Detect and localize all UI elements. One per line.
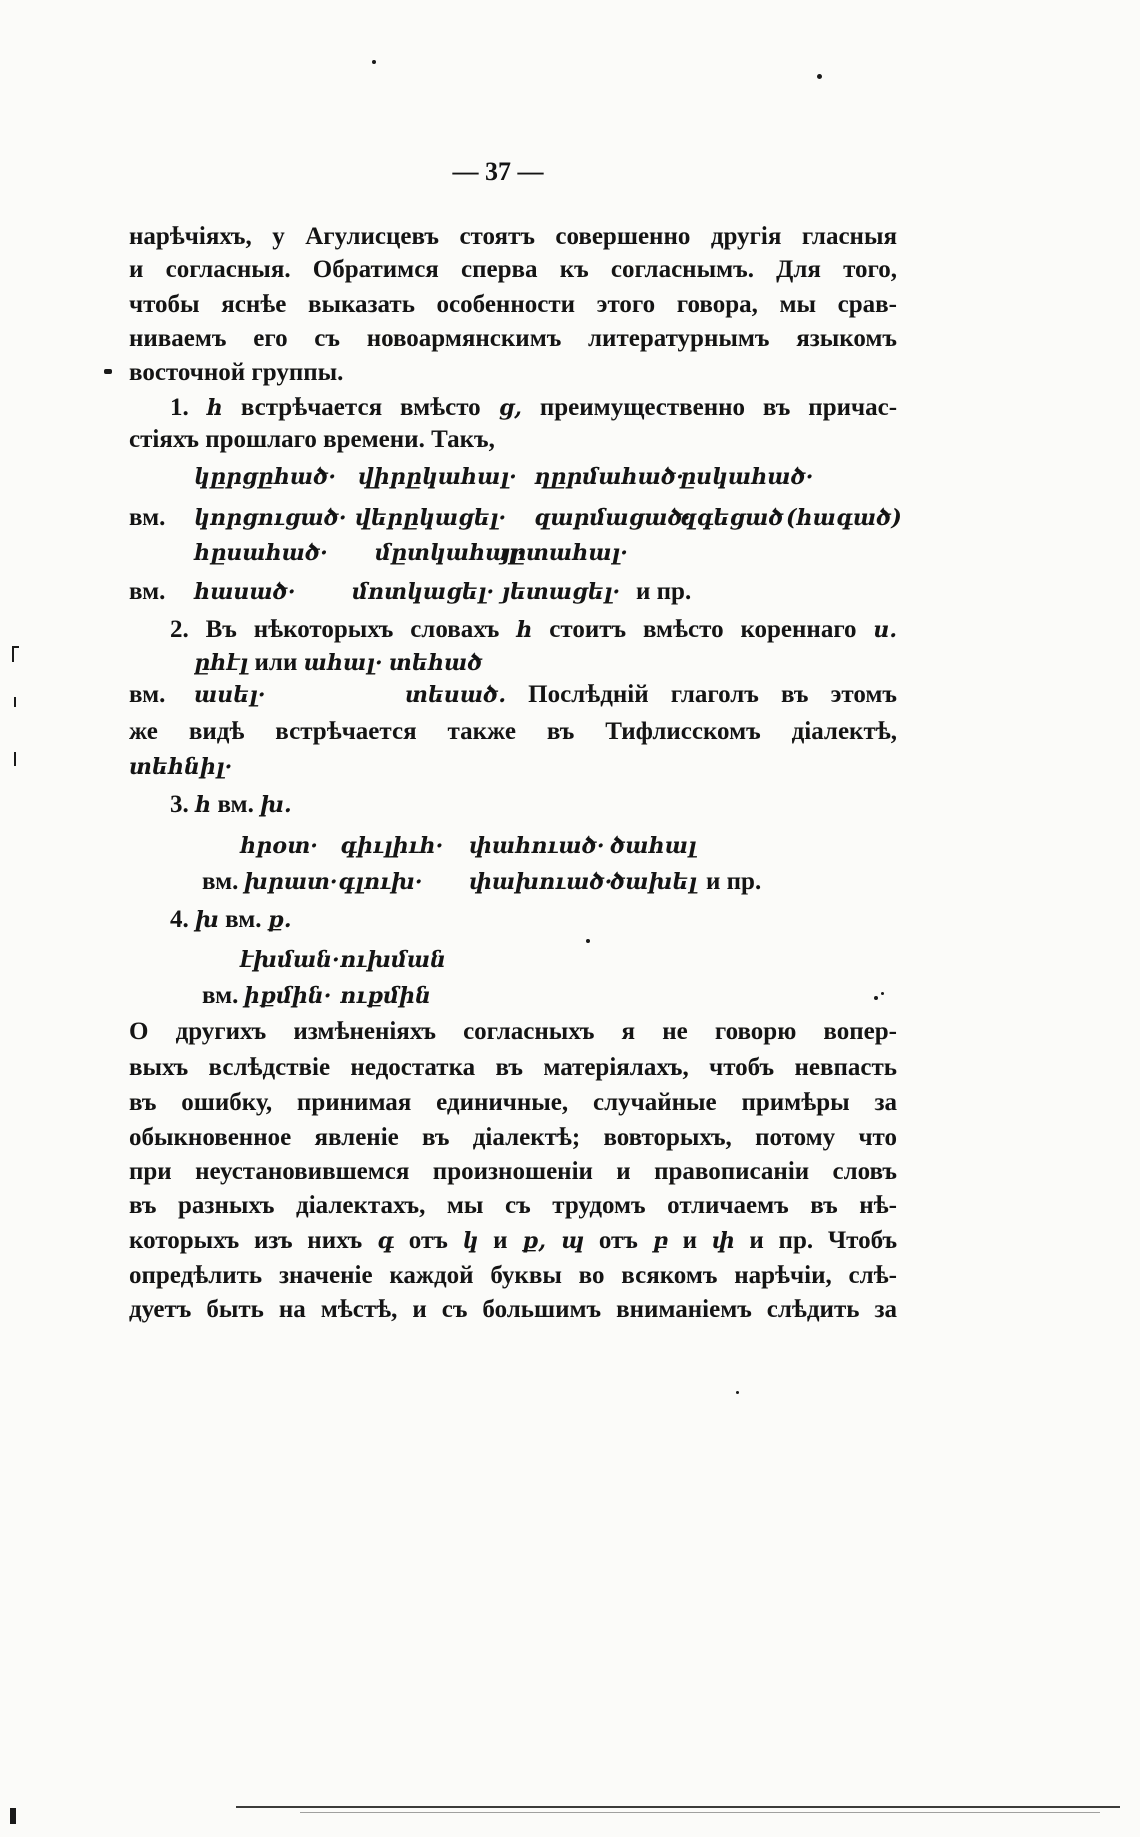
armenian-letter: պ [560,1228,585,1254]
armenian-word: փախուած· [469,869,613,895]
scan-speck [372,60,376,64]
armenian-word: գլուխ· [338,869,423,895]
armenian-letter: բ [652,1228,668,1254]
armenian-letter: հ [206,395,223,421]
text-line: стіяхъ прошлаго времени. Такъ, [129,426,495,453]
rule-number: 2. [170,616,189,643]
armenian-word: իքմին· [244,983,332,1009]
armenian-letter: խ. [260,792,292,818]
example-row-dialect [0,460,1140,494]
armenian-word: զգեցած [680,505,784,531]
armenian-word: յըտահալ· [502,540,628,566]
armenian-letter: գ [376,1228,395,1254]
armenian-word: գիւլիւհ· [340,833,444,859]
rule-text: преимущественно въ причас- [539,394,897,421]
scan-speck [736,1391,739,1394]
text-line: выхъ вслѣдствіе недостатка въ матеріялахъ, чтобъ невпасть [129,1054,897,1081]
scan-corner-mark [10,1808,16,1824]
example-row-standard [0,575,1140,609]
armenian-word: տեհնիլ· [129,754,233,780]
text-segment: и пр. Чтобъ [749,1227,897,1254]
text-line: при неустановившемся произношеніи и правописаніи словъ [129,1158,897,1185]
armenian-word: ասել· [194,682,266,708]
scan-speck [817,74,822,79]
armenian-word: մըտկահալ· [375,540,525,566]
armenian-word: ղըրմահած· [534,464,684,490]
armenian-word: ծախել [610,869,698,895]
text-line: О другихъ измѣненіяхъ согласныхъ я не говорю вопер- [129,1018,897,1045]
armenian-word: ըսկահած· [680,464,814,490]
scan-bottom-edge-line [236,1806,1120,1808]
armenian-letter: հ [516,617,533,643]
armenian-word: (հագած) [786,505,902,531]
example-row-standard [0,979,1140,1013]
armenian-letter: հ [195,792,212,818]
rule-text: встрѣчается вмѣсто [240,394,481,421]
text-line-mixed [129,1224,897,1258]
armenian-letter: կ [462,1228,479,1254]
armenian-word: ահալ· [303,650,383,676]
page-number: — 37 — [452,157,544,186]
armenian-word: խրատ· [244,869,338,895]
instead-of-label: вм. [129,504,166,531]
margin-mark [12,646,19,648]
conjunction: или [254,649,298,676]
rule-text: стоитъ вмѣсто кореннаго [549,616,857,643]
armenian-word: վիրըկահալ· [358,464,517,490]
margin-mark [14,752,16,766]
text-line: въ ошибку, принимая единичные, случайные примѣры за [129,1089,897,1116]
armenian-word: ուքմին [340,983,431,1009]
armenian-word: հըսահած· [194,540,328,566]
text-line: опредѣлить значеніе каждой буквы во всякомъ нарѣчіи, слѣ- [129,1262,897,1289]
instead-of-label: вм. [217,791,254,818]
text-segment: отъ [408,1227,448,1254]
armenian-letter: ք. [267,907,292,933]
text-line: ниваемъ его съ новоармянскимъ литературнымъ языкомъ [129,325,897,352]
rule-number: 4. [170,906,189,933]
armenian-word: հասած· [194,579,296,605]
armenian-word: յետացել· [502,579,621,605]
armenian-word: էխման· [240,947,340,973]
rule-text: Въ нѣкоторыхъ словахъ [205,616,500,643]
example-row-dialect [0,943,1140,977]
text-segment: и [493,1227,508,1254]
armenian-word: փահուած· [469,833,605,859]
text-segment: и [682,1227,698,1254]
armenian-word: վերըկացել· [355,505,507,531]
text-line: нарѣчіяхъ, у Агулисцевъ стоятъ совершенно другія гласныя [129,223,897,250]
margin-bullet-mark [104,369,112,374]
example-row-dialect [194,646,694,680]
text-line: чтобы яснѣе выказать особенности этого говора, мы срав- [129,291,897,318]
text-segment: которыхъ изъ нихъ [129,1227,363,1254]
text-line: восточной группы. [129,359,344,386]
scan-bottom-edge-line [300,1812,1100,1813]
example-row-standard [0,865,1140,899]
armenian-word: կըրցըհած· [194,464,337,490]
example-row-standard [0,501,1140,535]
armenian-word: մոտկացել· [352,579,495,605]
etc-suffix: и пр. [706,868,762,895]
text-line [405,678,897,712]
rule-4-heading [170,903,570,937]
armenian-word: տեհած [388,650,483,676]
rule-2-heading [170,613,897,647]
text-line: дуетъ быть на мѣстѣ, и съ большимъ вниманіемъ слѣдить за [129,1296,897,1323]
instead-of-label: вм. [202,982,239,1009]
rule-number: 1. [170,394,189,421]
margin-mark [12,646,14,662]
armenian-letter: ս. [873,617,897,643]
armenian-word: ըհէլ [194,650,249,676]
armenian-word: ուխման [340,947,446,973]
armenian-word: տեսած. [405,682,506,708]
armenian-letter: ք, [522,1228,547,1254]
armenian-letter: խ [195,907,219,933]
rule-3-heading [170,788,570,822]
rule-text: Послѣдній глаголъ въ этомъ [528,681,897,708]
text-line: и согласныя. Обратимся сперва къ согласнымъ. Для того, [129,256,897,283]
armenian-letter: ց, [498,395,522,421]
armenian-word: կորցուցած· [194,505,347,531]
text-line: обыкновенное явленіе въ діалектѣ; вовторыхъ, потому что [129,1124,897,1151]
armenian-letter: փ [711,1228,735,1254]
instead-of-label: вм. [129,578,166,605]
example-row-dialect [0,536,1140,570]
armenian-word: հրօտ· [240,833,318,859]
text-segment: отъ [598,1227,638,1254]
etc-suffix: и пр. [636,578,692,605]
armenian-word: զարմացած· [534,505,691,531]
armenian-word: ծահալ [610,833,697,859]
instead-of-label: вм. [129,681,166,708]
example-row-dialect [0,829,1140,863]
text-line: же видѣ встрѣчается также въ Тифлисскомъ діалектѣ, [129,718,897,745]
instead-of-label: вм. [225,906,262,933]
text-line: въ разныхъ діалектахъ, мы съ трудомъ отличаемъ въ нѣ- [129,1192,897,1219]
rule-1-heading [170,391,897,425]
rule-number: 3. [170,791,189,818]
instead-of-label: вм. [202,868,239,895]
